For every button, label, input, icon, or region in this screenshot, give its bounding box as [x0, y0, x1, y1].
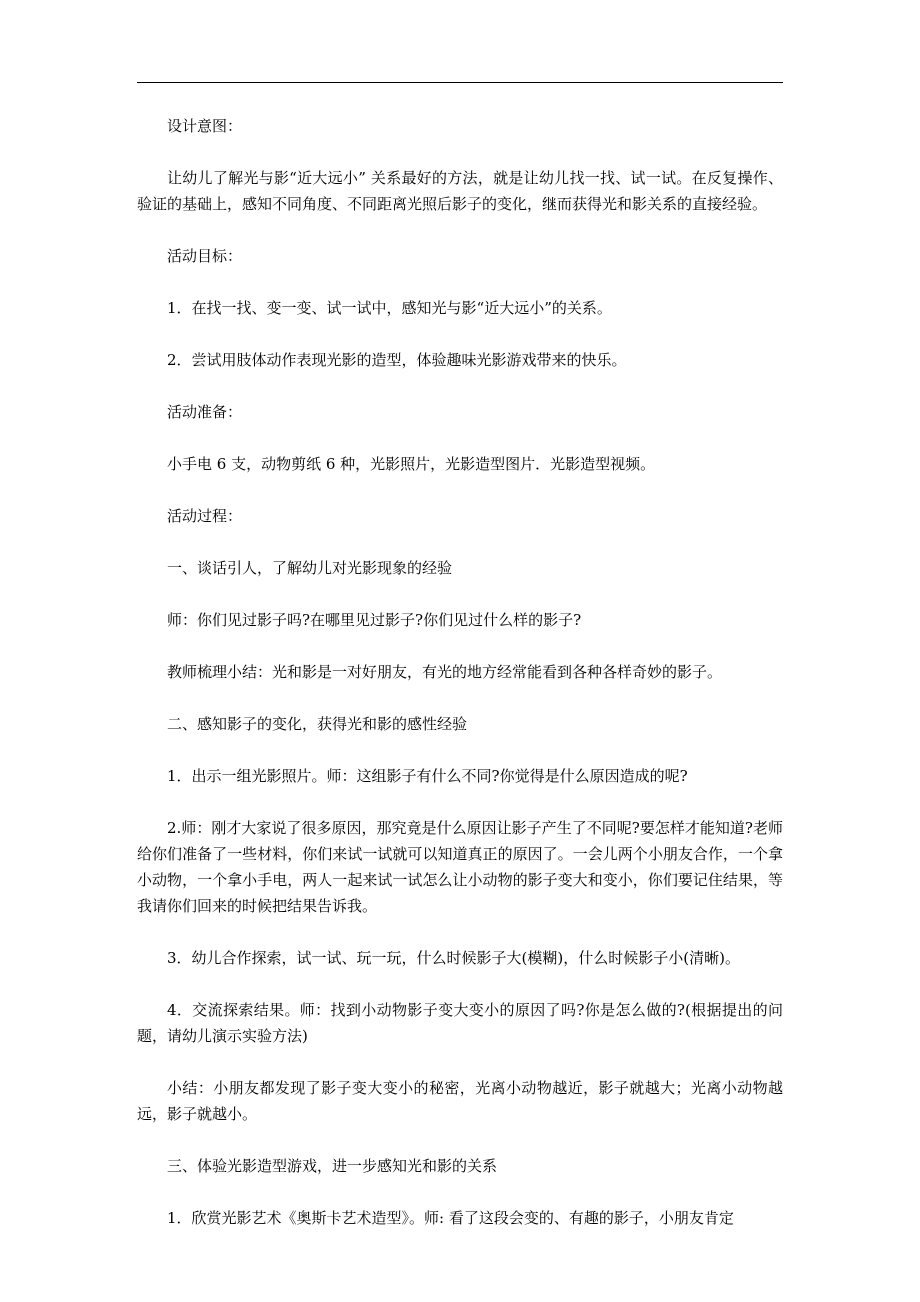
paragraph-section-2-heading: 二、感知影子的变化，获得光和影的感性经验 [167, 715, 468, 733]
paragraph-step-4: 4．交流探索结果。师：找到小动物影子变大变小的原因了吗?你是怎么做的?(根据提出的问题，请幼儿演示实验方法) [137, 1001, 783, 1045]
paragraph-preparation-heading: 活动准备： [167, 403, 243, 421]
paragraph-design-intent: 让幼儿了解光与影“近大远小” 关系最好的方法，就是让幼儿找一找、试一试。在反复操作、验证的基础上，感知不同角度、不同距离光照后影子的变化，继而获得光和影关系的直接经验。 [137, 169, 783, 213]
paragraph-goal-1: 1．在找一找、变一变、试一试中，感知光与影“近大远小”的关系。 [167, 299, 612, 317]
paragraph-design-intent-heading: 设计意图： [167, 117, 243, 135]
paragraph-summary: 小结：小朋友都发现了影子变大变小的秘密，光离小动物越近，影子就越大；光离小动物越远，影子就越小。 [137, 1079, 783, 1123]
paragraph-step-2: 2.师：刚才大家说了很多原因，那究竟是什么原因让影子产生了不同呢?要怎样才能知道?老师给你们准备了一些材料，你们来试一试就可以知道真正的原因了。一会儿两个小朋友合作，一个拿小动物，一个拿小手电，两人一起来试一试怎么让小动物的影子变大和变小，你们要记住结果，等我请你们回来的时候把结果告诉我。 [137, 819, 783, 915]
paragraph-section-3-heading: 三、体验光影造型游戏，进一步感知光和影的关系 [167, 1157, 498, 1175]
paragraph-goals-heading: 活动目标： [167, 247, 243, 265]
paragraph-step-1: 1．出示一组光影照片。师：这组影子有什么不同?你觉得是什么原因造成的呢? [167, 767, 688, 785]
paragraph-section-3-step-1: 1．欣赏光影艺术《奥斯卡艺术造型》。师: 看了这段会变的、有趣的影子，小朋友肯定 [167, 1209, 734, 1227]
paragraph-teacher-summary: 教师梳理小结：光和影是一对好朋友，有光的地方经常能看到各种各样奇妙的影子。 [167, 663, 723, 681]
paragraph-process-heading: 活动过程： [167, 507, 243, 525]
paragraph-step-3: 3．幼儿合作探索，试一试、玩一玩，什么时候影子大(模糊)，什么时候影子小(清晰)。 [167, 949, 740, 967]
paragraph-preparation: 小手电 6 支，动物剪纸 6 种，光影照片，光影造型图片．光影造型视频。 [167, 455, 656, 473]
paragraph-section-1-heading: 一、谈话引人，了解幼儿对光影现象的经验 [167, 559, 453, 577]
header-rule [137, 82, 783, 83]
document-body [137, 113, 783, 1231]
paragraph-goal-2: 2．尝试用肢体动作表现光影的造型，体验趣味光影游戏带来的快乐。 [167, 351, 627, 369]
paragraph-teacher-question: 师：你们见过影子吗?在哪里见过影子?你们见过什么样的影子? [167, 611, 582, 629]
